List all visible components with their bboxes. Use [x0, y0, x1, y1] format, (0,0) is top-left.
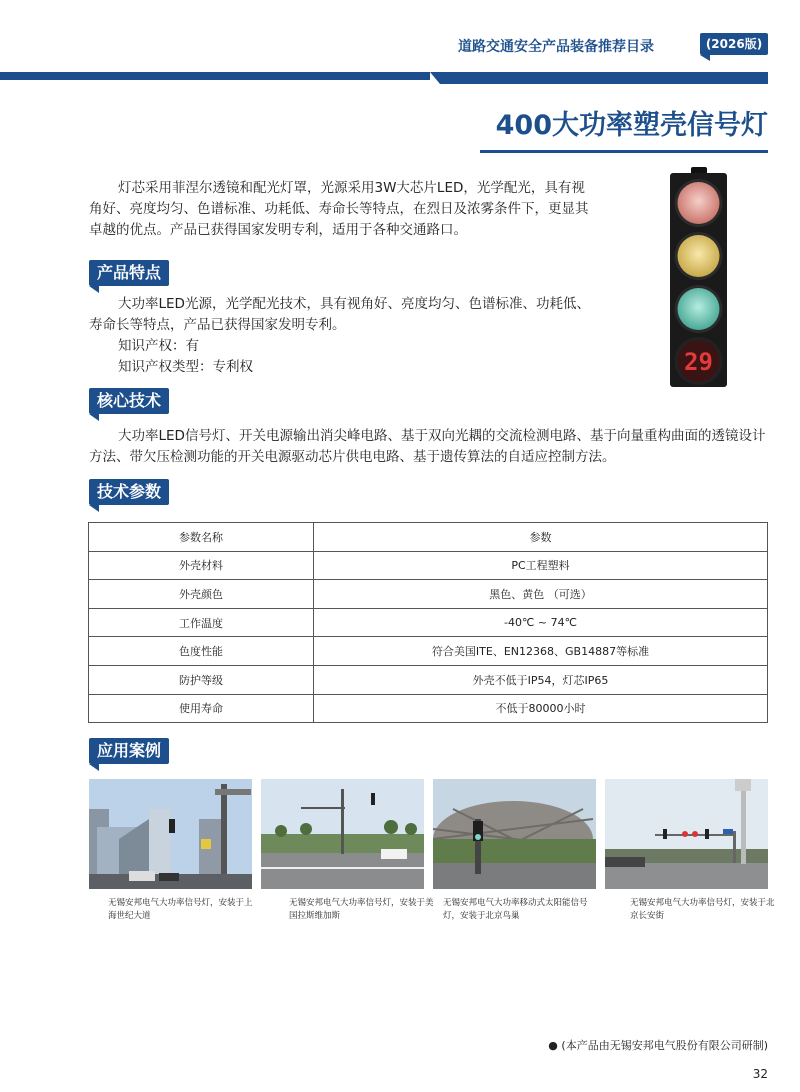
section-features-label: 产品特点 [89, 260, 169, 286]
table-row [89, 637, 768, 666]
catalog-title: 道路交通安全产品装备推荐目录 [458, 39, 654, 55]
features-text: 大功率LED光源，光学配光技术，具有视角好、亮度均匀、色谱标准、功耗低、寿命长等特点，产品已获得国家发明专利。 [89, 296, 590, 333]
param-name: 外壳颜色 [89, 580, 314, 609]
table-row [89, 694, 768, 723]
table-row [89, 580, 768, 609]
section-tag-tail [89, 286, 99, 293]
param-value: 黑色、黄色 （可选） [314, 580, 768, 609]
case-photo-birds-nest [433, 779, 596, 889]
param-name: 使用寿命 [89, 694, 314, 723]
title-underline [480, 150, 768, 153]
param-name: 外壳材料 [89, 551, 314, 580]
case-caption: 无锡安邦电气大功率信号灯，安装于美国拉斯维加斯 [289, 898, 434, 921]
case-caption: 无锡安邦电气大功率移动式太阳能信号灯，安装于北京鸟巢 [443, 898, 588, 921]
footer-note-text: (本产品由无锡安邦电气股份有限公司研制) [561, 1039, 768, 1052]
signal-light-image [670, 173, 727, 387]
param-value: 不低于80000小时 [314, 694, 768, 723]
case-photo-changan [605, 779, 768, 889]
table-header-cell: 参数名称 [89, 523, 314, 552]
header-rule-accent [430, 72, 768, 84]
param-name: 色度性能 [89, 637, 314, 666]
table-header-cell: 参数 [314, 523, 768, 552]
section-tag-tail [89, 414, 99, 421]
param-name: 工作温度 [89, 608, 314, 637]
case-photo-las-vegas [261, 779, 424, 889]
product-intro: 灯芯采用菲涅尔透镜和配光灯罩，光源采用3W大芯片LED，光学配光，具有视角好、亮度均匀、色谱标准、功耗低、寿命长等特点，在烈日及浓雾条件下，更显其卓越的优点。产品已获得国家发明专利，适用于各种交通路口。 [89, 180, 589, 238]
section-tag-tail [89, 505, 99, 512]
case-caption: 无锡安邦电气大功率信号灯，安装于北京长安街 [630, 898, 775, 921]
param-name: 防护等级 [89, 665, 314, 694]
table-row [89, 551, 768, 580]
param-value: 符合美国ITE、EN12368、GB14887等标准 [314, 637, 768, 666]
bullet-icon: ● [548, 1039, 558, 1052]
param-value: 外壳不低于IP54，灯芯IP65 [314, 665, 768, 694]
section-cases-label: 应用案例 [89, 738, 169, 764]
section-tag-tail [89, 764, 99, 771]
page-number: 32 [752, 1067, 768, 1081]
table-row [89, 665, 768, 694]
countdown-digits: 29 [684, 348, 713, 376]
section-params-label: 技术参数 [89, 479, 169, 505]
param-value: -40℃ ~ 74℃ [314, 608, 768, 637]
ip-type: 知识产权类型：专利权 [118, 359, 253, 375]
core-text: 大功率LED信号灯、开关电源输出消尖峰电路、基于双向光耦的交流检测电路、基于向量重构曲面的透镜设计方法、带欠压检测功能的开关电源驱动芯片供电电路、基于遗传算法的自适应控制方法。 [89, 428, 766, 465]
product-title: 400大功率塑壳信号灯 [495, 110, 768, 141]
param-value: PC工程塑料 [314, 551, 768, 580]
footer-note [540, 1037, 768, 1053]
section-core-label: 核心技术 [89, 388, 169, 414]
params-table [88, 522, 768, 723]
features-block [89, 294, 595, 378]
edition-badge-tail [700, 55, 710, 61]
table-header-row [89, 523, 768, 552]
edition-badge: (2026版) [700, 33, 768, 55]
case-caption: 无锡安邦电气大功率信号灯，安装于上海世纪大道 [108, 898, 253, 921]
table-row [89, 608, 768, 637]
ip-status: 知识产权：有 [118, 338, 199, 354]
header-rule [0, 72, 430, 80]
case-photo-shanghai [89, 779, 252, 889]
